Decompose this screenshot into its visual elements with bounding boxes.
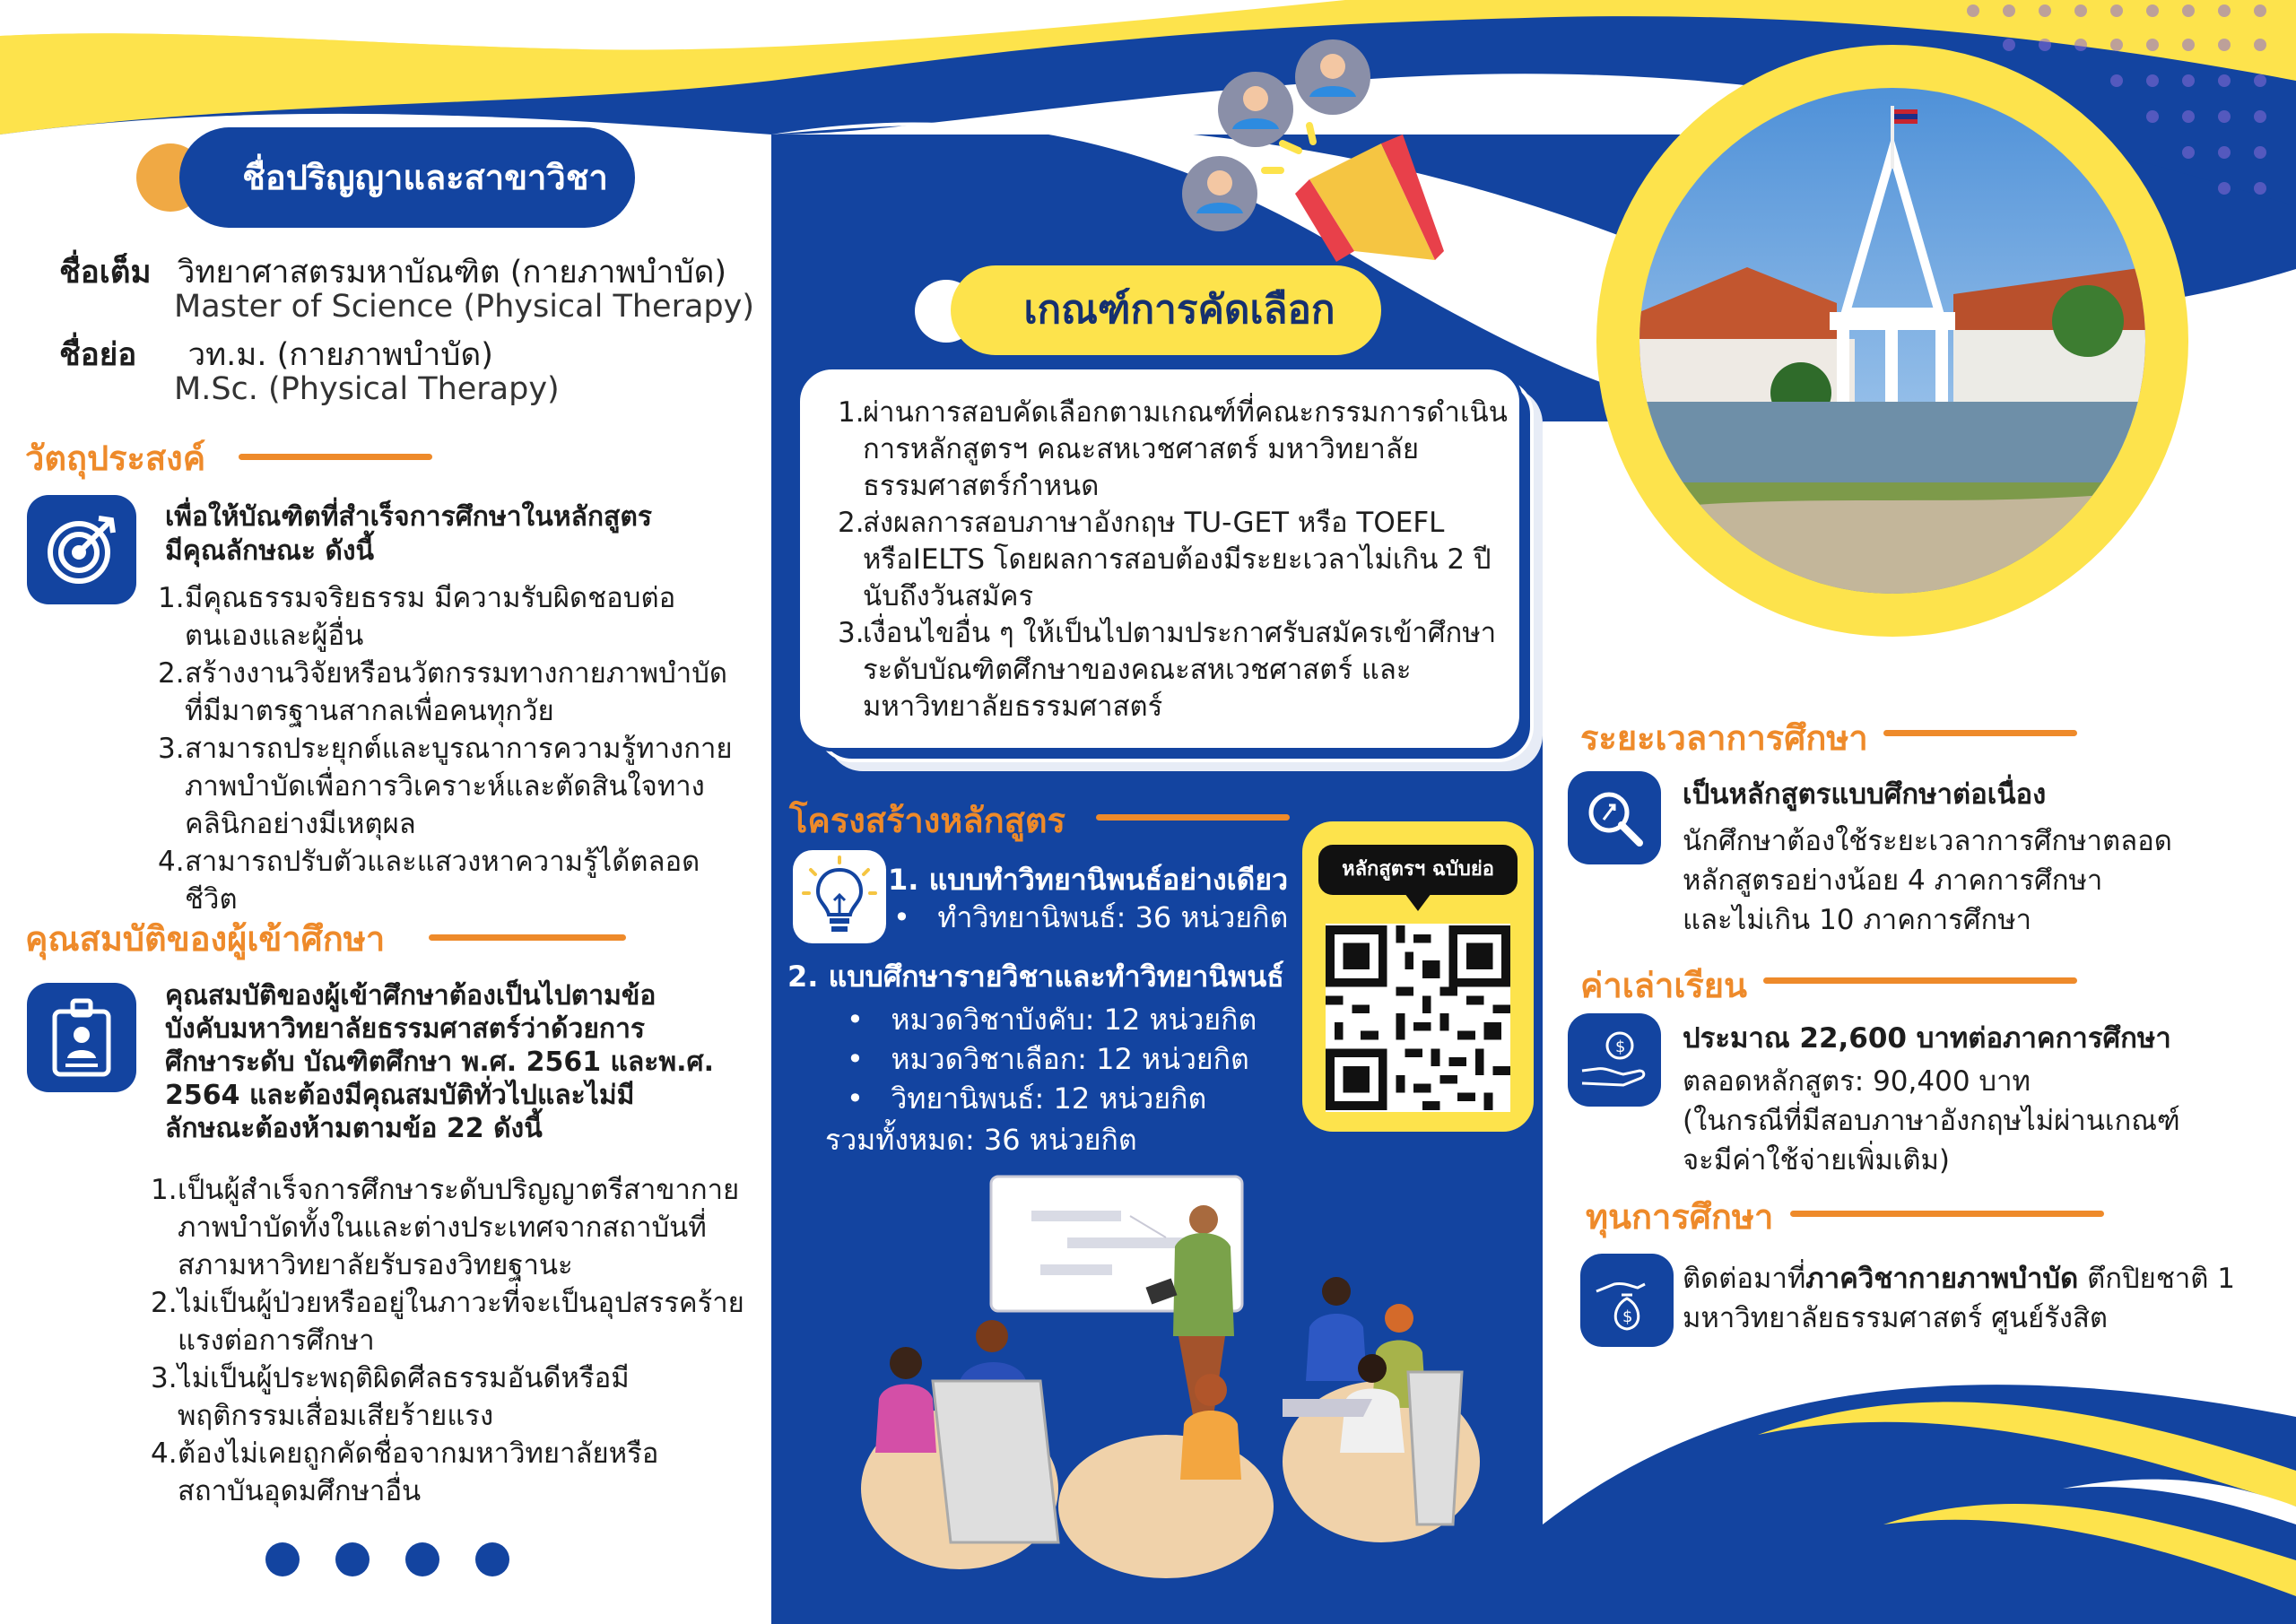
objectives-line (239, 454, 432, 460)
tuition-line-2: (ในกรณีที่มีสอบภาษาอังกฤษไม่ผ่านเกณฑ์ (1683, 1105, 2180, 1137)
tuition-line-1: ตลอดหลักสูตร: 90,400 บาท (1683, 1065, 2031, 1098)
magnifier-icon (1568, 771, 1661, 864)
scholarship-line-1: ติดต่อมาที่ภาควิชากายภาพบำบัด ตึกปิยชาติ 1 (1683, 1263, 2236, 1295)
objectives-intro-1: เพื่อให้บัณฑิตที่สำเร็จการศึกษาในหลักสูตร (165, 501, 652, 533)
list-item: 1.ผ่านการสอบคัดเลือกตามเกณฑ์ที่คณะกรรมการดำเนิน การหลักสูตรฯ คณะสหเวชศาสตร์ มหาวิทยาลัย ธรรมศาสตร์กำหนด (838, 396, 1508, 502)
campus-photo (1639, 88, 2145, 594)
duration-line (1883, 730, 2077, 736)
tuition-line (1763, 977, 2077, 984)
duration-line-3: และไม่เกิน 10 ภาคการศึกษา (1683, 904, 2032, 936)
tuition-head: ประมาณ 22,600 บาทต่อภาคการศึกษา (1683, 1022, 2171, 1055)
plan2-item-2: • หมวดวิชาเลือก: 12 หน่วยกิต (847, 1042, 1249, 1076)
duration-title: ระยะเวลาการศึกษา (1580, 718, 1868, 758)
qualifications-list (151, 1171, 761, 1510)
duration-head: เป็นหลักสูตรแบบศึกษาต่อเนื่อง (1683, 778, 2047, 811)
criteria-list (838, 395, 1519, 725)
structure-line (1096, 814, 1290, 821)
list-item: 4.ต้องไม่เคยถูกคัดชื่อจากมหาวิทยาลัยหรือ สถาบันอุดมศึกษาอื่น (151, 1437, 659, 1507)
qr-code[interactable] (1326, 924, 1510, 1112)
svg-text:$: $ (1615, 1038, 1626, 1056)
classroom-illustration (834, 1166, 1498, 1578)
lightbulb-icon (793, 850, 886, 943)
plan2-item-3: • วิทยานิพนธ์: 12 หน่วยกิต (847, 1081, 1207, 1116)
tuition-title: ค่าเล่าเรียน (1580, 966, 1748, 1005)
money-bag-icon (1580, 1254, 1674, 1347)
qualifications-intro: คุณสมบัติของผู้เข้าศึกษาต้องเป็นไปตามข้อ บังคับมหาวิทยาลัยธรรมศาสตร์ว่าด้วยการ ศึกษาระดับ บัณฑิตศึกษา พ.ศ. 2561 และพ.ศ. 2564 และต้องมีคุณสมบัติทั่วไปและไม่มี ลักษณะต้องห้ามตามข้อ 22 ดังนี้ (165, 980, 714, 1144)
qualifications-line (429, 934, 626, 941)
money-hand-icon (1568, 1013, 1661, 1107)
full-name-th: วิทยาศาสตรมหาบัณฑิต (กายภาพบำบัด) (177, 255, 726, 291)
target-icon (27, 495, 136, 604)
svg-text:$: $ (1622, 1307, 1633, 1326)
scholarship-line (1790, 1211, 2104, 1217)
full-name-label: ชื่อเต็ม (59, 255, 152, 291)
objectives-list (158, 579, 750, 918)
scholarship-line-2: มหาวิทยาลัยธรรมศาสตร์ ศูนย์รังสิต (1683, 1302, 2109, 1334)
objectives-intro-2: มีคุณลักษณะ ดังนี้ (165, 535, 375, 567)
structure-total: รวมทั้งหมด: 36 หน่วยกิต (825, 1123, 1137, 1157)
list-item: 2.ไม่เป็นผู้ป่วยหรืออยู่ในภาวะที่จะเป็นอุปสรรคร้าย แรงต่อการศึกษา (151, 1287, 744, 1357)
full-name-en: Master of Science (Physical Therapy) (174, 289, 754, 325)
list-item: 2.สร้างงานวิจัยหรือนวัตกรรมทางกายภาพบำบัด ที่มีมาตรฐานสากลเพื่อคนทุกวัย (158, 657, 728, 727)
duration-line-1: นักศึกษาต้องใช้ระยะเวลาการศึกษาตลอด (1683, 825, 2172, 857)
qr-label-pointer (1405, 893, 1431, 911)
tuition-line-3: จะมีค่าใช้จ่ายเพิ่มเติม) (1683, 1144, 1951, 1177)
list-item: 2.ส่งผลการสอบภาษาอังกฤษ TU-GET หรือ TOEFL หรือIELTS โดยผลการสอบต้องมีระยะเวลาไม่เกิน 2 ปี นับถึงวันสมัคร (838, 507, 1492, 612)
abbr-name-label: ชื่อย่อ (59, 337, 137, 373)
list-item: 3.ไม่เป็นผู้ประพฤติผิดศีลธรรมอันดีหรือมี พฤติกรรมเสื่อมเสียร้ายแรง (151, 1362, 630, 1432)
qr-label: หลักสูตรฯ ฉบับย่อ (1318, 845, 1518, 895)
abbr-name-en: M.Sc. (Physical Therapy) (174, 371, 560, 407)
list-item: 1.เป็นผู้สำเร็จการศึกษาระดับปริญญาตรีสาขากาย ภาพบำบัดทั้งในและต่างประเทศจากสถาบันที่ สภามหาวิทยาลัยรับรองวิทยฐานะ (151, 1174, 740, 1281)
plan2-title: 2. แบบศึกษารายวิชาและทำวิทยานิพนธ์ (787, 960, 1284, 994)
scholarship-title: ทุนการศึกษา (1586, 1197, 1774, 1237)
list-item: 4.สามารถปรับตัวและแสวงหาความรู้ได้ตลอดชีวิต (158, 846, 700, 916)
objectives-title: วัตถุประสงค์ (25, 439, 206, 478)
list-item: 3.สามารถประยุกต์และบูรณาการความรู้ทางกาย ภาพบำบัดเพื่อการวิเคราะห์และตัดสินใจทาง คลินิกอย่างมีเหตุผล (158, 733, 733, 840)
qualifications-title: คุณสมบัติของผู้เข้าศึกษา (25, 919, 386, 959)
plan1-item: • ทำวิทยานิพนธ์: 36 หน่วยกิต (893, 900, 1289, 934)
megaphone-icon (1175, 36, 1444, 296)
list-item: 1.มีคุณธรรมจริยธรรม มีความรับผิดชอบต่อ ตนเองและผู้อื่น (158, 582, 676, 652)
duration-line-2: หลักสูตรอย่างน้อย 4 ภาคการศึกษา (1683, 864, 2103, 897)
plan1-title: 1. แบบทำวิทยานิพนธ์อย่างเดียว (888, 863, 1289, 897)
criteria-title: เกณฑ์การคัดเลือก (951, 265, 1381, 355)
plan2-item-1: • หมวดวิชาบังคับ: 12 หน่วยกิต (847, 1003, 1257, 1037)
abbr-name-th: วท.ม. (กายภาพบำบัด) (187, 337, 493, 373)
list-item: 3.เงื่อนไขอื่น ๆ ให้เป็นไปตามประกาศรับสมัครเข้าศึกษา ระดับบัณฑิตศึกษาของคณะสหเวชศาสตร์ และ มหาวิทยาลัยธรรมศาสตร์ (838, 617, 1497, 723)
degree-title: ชื่อปริญญาและสาขาวิชา (179, 127, 635, 228)
id-badge-icon (27, 983, 136, 1092)
structure-title: โครงสร้างหลักสูตร (789, 801, 1065, 840)
